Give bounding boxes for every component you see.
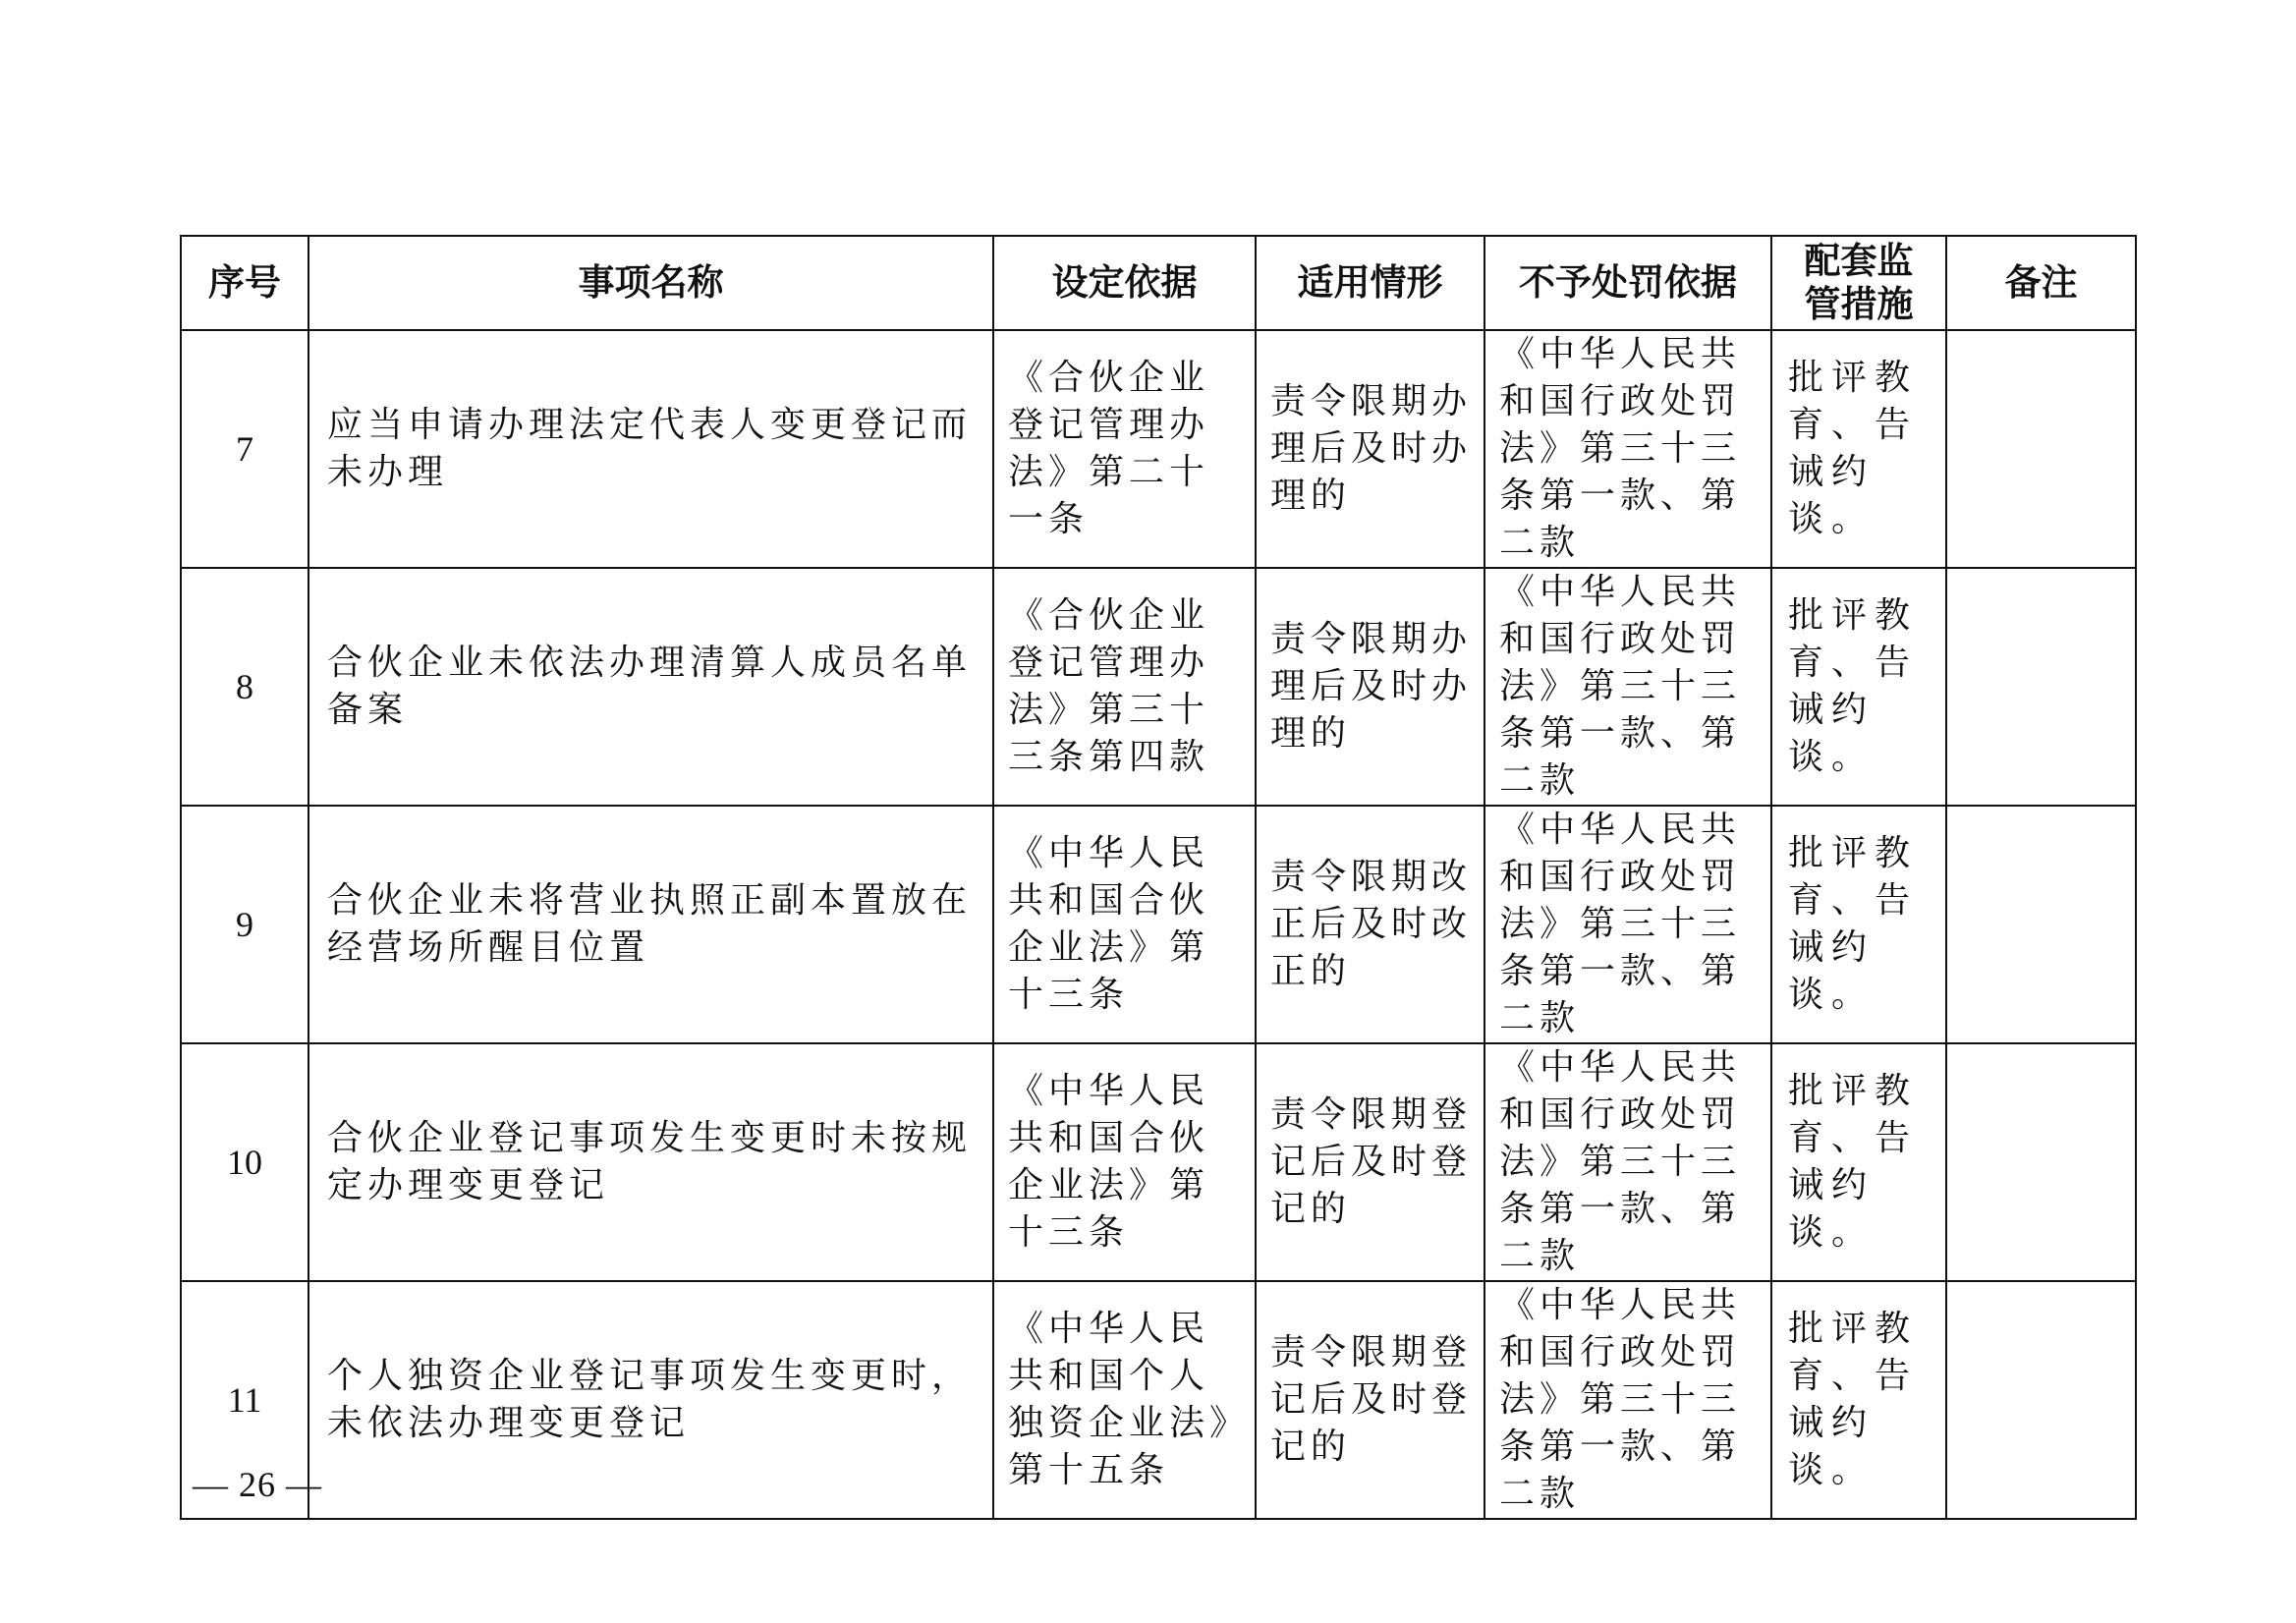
- penalty-exemption-table: [180, 235, 2137, 1520]
- table-row: [181, 1043, 2136, 1281]
- table-header-row: [181, 236, 2136, 330]
- row-supporting-measures: 批评教育、告诫约谈。: [1771, 806, 1946, 1043]
- header-legal-basis: 设定依据: [993, 236, 1256, 330]
- row-item-name: 个人独资企业登记事项发生变更时，未依法办理变更登记: [308, 1281, 993, 1519]
- row-exemption-basis: 《中华人民共和国行政处罚法》第三十三条第一款、第二款: [1484, 568, 1771, 806]
- table-row: [181, 330, 2136, 568]
- row-applicable-situation: 责令限期登记后及时登记的: [1256, 1281, 1484, 1519]
- row-serial: 9: [181, 806, 308, 1043]
- row-serial: 11: [181, 1281, 308, 1519]
- row-item-name: 合伙企业未将营业执照正副本置放在经营场所醒目位置: [308, 806, 993, 1043]
- row-legal-basis: 《合伙企业登记管理办法》第三十三条第四款: [993, 568, 1256, 806]
- row-remarks: [1946, 806, 2136, 1043]
- row-applicable-situation: 责令限期改正后及时改正的: [1256, 806, 1484, 1043]
- row-exemption-basis: 《中华人民共和国行政处罚法》第三十三条第一款、第二款: [1484, 330, 1771, 568]
- row-exemption-basis: 《中华人民共和国行政处罚法》第三十三条第一款、第二款: [1484, 1043, 1771, 1281]
- row-supporting-measures: 批评教育、告诫约谈。: [1771, 568, 1946, 806]
- row-item-name: 合伙企业未依法办理清算人成员名单备案: [308, 568, 993, 806]
- row-applicable-situation: 责令限期登记后及时登记的: [1256, 1043, 1484, 1281]
- row-serial: 7: [181, 330, 308, 568]
- row-supporting-measures: 批评教育、告诫约谈。: [1771, 1043, 1946, 1281]
- row-remarks: [1946, 1281, 2136, 1519]
- row-applicable-situation: 责令限期办理后及时办理的: [1256, 568, 1484, 806]
- header-supporting-measures: 配套监管措施: [1771, 236, 1946, 330]
- row-serial: 10: [181, 1043, 308, 1281]
- row-supporting-measures: 批评教育、告诫约谈。: [1771, 330, 1946, 568]
- row-legal-basis: 《合伙企业登记管理办法》第二十一条: [993, 330, 1256, 568]
- row-exemption-basis: 《中华人民共和国行政处罚法》第三十三条第一款、第二款: [1484, 1281, 1771, 1519]
- row-applicable-situation: 责令限期办理后及时办理的: [1256, 330, 1484, 568]
- row-supporting-measures: 批评教育、告诫约谈。: [1771, 1281, 1946, 1519]
- header-item-name: 事项名称: [308, 236, 993, 330]
- row-item-name: 合伙企业登记事项发生变更时未按规定办理变更登记: [308, 1043, 993, 1281]
- table-row: [181, 806, 2136, 1043]
- page-number: — 26 —: [193, 1465, 322, 1504]
- table-row: [181, 568, 2136, 806]
- row-serial: 8: [181, 568, 308, 806]
- header-applicable-situation: 适用情形: [1256, 236, 1484, 330]
- row-legal-basis: 《中华人民共和国合伙企业法》第十三条: [993, 806, 1256, 1043]
- header-exemption-basis: 不予处罚依据: [1484, 236, 1771, 330]
- row-exemption-basis: 《中华人民共和国行政处罚法》第三十三条第一款、第二款: [1484, 806, 1771, 1043]
- row-remarks: [1946, 1043, 2136, 1281]
- header-serial: 序号: [181, 236, 308, 330]
- row-legal-basis: 《中华人民共和国个人独资企业法》第十五条: [993, 1281, 1256, 1519]
- row-legal-basis: 《中华人民共和国合伙企业法》第十三条: [993, 1043, 1256, 1281]
- table-row: [181, 1281, 2136, 1519]
- header-remarks: 备注: [1946, 236, 2136, 330]
- row-remarks: [1946, 568, 2136, 806]
- row-remarks: [1946, 330, 2136, 568]
- row-item-name: 应当申请办理法定代表人变更登记而未办理: [308, 330, 993, 568]
